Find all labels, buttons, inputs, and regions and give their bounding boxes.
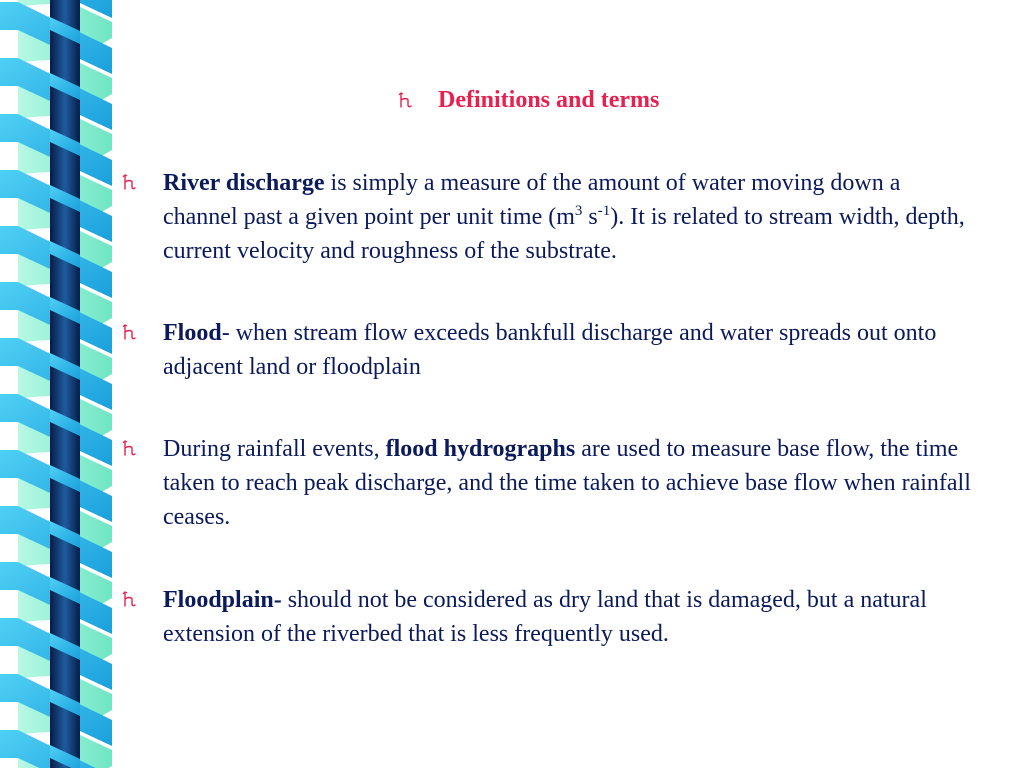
term-flood: Flood <box>163 320 222 346</box>
bullet-text <box>163 432 973 534</box>
bullet-text <box>163 166 973 268</box>
bullet-text <box>163 583 973 651</box>
text-segment: s <box>582 204 598 230</box>
term-river-discharge: River discharge <box>163 170 325 196</box>
text-segment: ). It is related to stream width, depth, current velocity and roughness of the substrate. <box>163 204 965 264</box>
bullet-item-river-discharge <box>122 166 982 268</box>
slide-title-row <box>398 84 659 116</box>
term-floodplain: Floodplain- <box>163 587 282 613</box>
text-segment: - when stream flow exceeds bankfull discharge and water spreads out onto adjacent land or floodplain <box>163 320 937 380</box>
superscript: -1 <box>597 203 611 219</box>
curly-h-bullet-icon <box>122 173 136 191</box>
bullet-item-floodplain <box>122 583 982 651</box>
decorative-ribbon-border <box>0 0 118 768</box>
curly-h-bullet-icon <box>398 91 412 109</box>
bullet-item-flood-hydrographs <box>122 432 982 534</box>
text-segment: is simply a measure of the amount of water moving down a channel past a given point per unit time (m <box>163 170 901 230</box>
text-segment: are used to measure base flow, the time taken to reach peak discharge, and the time taken to achieve base flow when rainfall ceases. <box>163 436 971 530</box>
curly-h-bullet-icon <box>122 439 136 457</box>
term-flood-hydrographs: flood hydrographs <box>385 436 576 462</box>
text-segment: should not be considered as dry land that is damaged, but a natural extension of the riverbed that is less frequently used. <box>163 587 927 647</box>
superscript: 3 <box>574 203 583 219</box>
curly-h-bullet-icon <box>122 590 136 608</box>
curly-h-bullet-icon <box>122 323 136 341</box>
bullet-text <box>163 316 973 384</box>
bullet-item-flood <box>122 316 982 384</box>
text-segment: During rainfall events, <box>163 436 386 462</box>
slide-title: Definitions and terms <box>438 87 660 113</box>
